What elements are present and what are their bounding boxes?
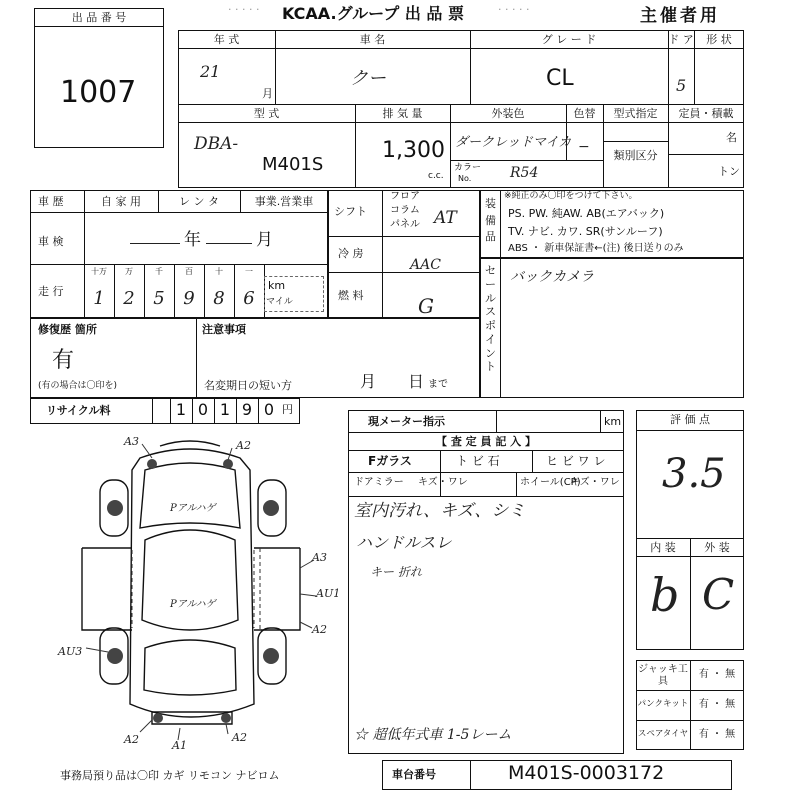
col-name: 車 名 [359,33,386,46]
mileage-digit: 8 [213,288,225,309]
chassis-label: 車台番号 [392,768,436,781]
mark-rear-left: A2 [124,733,139,746]
tool-jack-value: 有 ・ 無 [698,669,736,680]
mileage-digit: 2 [123,288,135,309]
rating-label: 評 価 点 [670,413,710,426]
chassis-number: M401S-0003172 [508,762,665,784]
office-note: 事務局預り品は〇印 カギ リモコン ナビロム [60,769,280,782]
organizer-label: 主催者用 [640,6,720,26]
car-name-value: クー [350,68,386,89]
rating-value: 3.5 [662,451,726,497]
col-doors: ド ア [668,33,694,46]
hood-note: Pアルハゲ [170,503,216,514]
sales-point-value: バックカメラ [510,269,594,285]
equipment-row-1: PS. PW. 純AW. AB(エアバック) [508,207,665,220]
remark-2: ハンドルスレ [356,533,452,552]
recycle-digit: 1 [219,400,231,419]
exterior-value: C [702,570,735,619]
model-value: M401S [262,154,324,175]
deadline-month: 月 [360,372,377,391]
history-private: 自 家 用 [101,195,141,208]
mileage-digit-header: 千 [155,267,163,276]
wheel-label: ホイール(CP) [520,477,581,488]
color-no-value: R54 [510,165,539,181]
remark-3: キー 折れ [370,565,422,579]
month-unit: 月 [262,87,273,100]
remark-1: 室内汚れ、キズ、シミ [354,501,526,521]
mark-right-lower: A2 [312,623,327,636]
tool-spare-label: スペアタイヤ [637,729,689,739]
mileage-digit-header: 十万 [91,267,107,276]
deadline-label: 名変期日の短い方 [204,379,292,392]
sales-point-label: セールスポイント [485,264,496,374]
equipment-note: ※純正のみ〇印をつけて下さい。 [504,191,638,201]
aircon-label: 冷 房 [338,247,364,260]
history-business: 事業.営業車 [254,195,314,208]
color-change-value: − [578,139,590,155]
model-prefix: DBA- [194,134,239,154]
roof-note: Pアルハゲ [170,599,216,610]
notes-label: 注意事項 [202,323,246,336]
mark-front-right: A2 [236,439,251,452]
col-model-designation: 型式指定 [613,107,658,120]
unit-km: km [268,279,286,292]
mileage-digit-header: 万 [125,267,133,276]
wheel-value: キズ・ワレ [570,477,620,488]
repair-note: (有の場合は〇印を) [38,381,118,391]
displacement-value: 1,300 [382,138,445,163]
mileage-digit: 5 [153,288,165,309]
meter-unit: km [604,415,622,428]
doors-value: 5 [676,76,687,95]
listing-number: 1007 [60,75,137,110]
exterior-value: ダークレッドマイカ [455,135,572,150]
col-model: 型 式 [253,107,280,120]
tool-jack-label: ジャッキ工具 [638,664,688,687]
deadline-day: 日 [408,372,425,391]
mileage-digit: 6 [243,288,255,309]
aircon-value: AAC [410,257,441,273]
color-no-label-no: No. [458,174,472,183]
inspector-label: 【 査 定 員 記 入 】 [436,435,536,448]
year-value: 21 [200,62,221,81]
history-label: 車 歴 [38,195,64,208]
interior-label: 内 装 [650,541,676,554]
mileage-digit: 9 [183,288,195,309]
mirror-value: キズ・ワレ [418,477,468,488]
fuel-value: G [418,294,434,318]
recycle-unit: 円 [282,403,293,416]
shift-floor: フロア [390,191,420,202]
exterior-label: 外 装 [704,541,730,554]
mileage-digit-header: 一 [245,267,253,276]
mileage-label: 走 行 [38,285,64,298]
recycle-digit: 9 [241,400,253,419]
recycle-label: リサイクル料 [46,404,111,417]
repair-value: 有 [52,348,75,373]
mileage-digit-header: 百 [185,267,193,276]
capacity-unit-tons: トン [718,165,740,178]
col-displacement: 排 気 量 [382,107,423,120]
col-class: 類別区分 [613,149,658,162]
dotted-mark-left: · · · · · [228,3,260,16]
shift-panel: パネル [390,219,420,230]
interior-value: b [650,568,680,622]
glass-chip: ト ビ 石 [456,454,500,468]
mark-right-upper: A3 [312,551,327,564]
meter-footer-note: ☆ 超低年式車 1-5レーム [354,727,512,743]
listing-number-label: 出 品 番 号 [71,11,127,24]
shift-label: シフト [334,205,367,218]
mileage-digit-header: 十 [215,267,223,276]
repair-label: 修復歴 箇所 [38,323,97,336]
mark-rear-right: A2 [232,731,247,744]
col-grade: グ レ ー ド [541,33,597,46]
col-shape: 形 状 [706,33,732,46]
tool-spare-value: 有 ・ 無 [698,729,736,740]
tool-puncture-value: 有 ・ 無 [698,699,736,710]
col-year: 年 式 [213,33,240,46]
shift-value: AT [434,208,457,228]
unit-mile: マイル [266,297,293,307]
fuel-label: 燃 料 [338,289,364,302]
color-no-label: カラー [454,163,482,173]
equipment-row-2: TV. ナビ. カワ. SR(サンルーフ) [508,225,663,238]
inspection-month: 月 [256,230,273,250]
col-capacity: 定員・積載 [678,107,734,120]
shift-column: コラム [390,205,420,216]
displacement-unit: c.c. [428,171,444,181]
mark-left-lower: AU3 [58,645,83,658]
inspection-label: 車 検 [38,235,64,248]
form-title: KCAA.グループ 出 品 票 [282,4,464,23]
col-color-change: 色替 [573,107,596,120]
mark-right-middle: AU1 [316,587,341,600]
deadline-suffix: まで [428,379,448,390]
mark-rear-center: A1 [172,739,187,752]
dotted-mark-right: · · · · · [498,3,530,16]
recycle-digit: 0 [263,400,275,419]
glass-label: Fガラス [368,454,412,468]
meter-label: 現メーター指示 [368,415,445,428]
history-rental: レ ン タ [179,195,219,208]
col-exterior: 外装色 [491,107,525,120]
recycle-digit: 1 [175,400,187,419]
tool-puncture-label: パンクキット [637,699,689,709]
inspection-year: 年 [184,230,201,250]
equipment-row-3: ABS ・ 新車保証書←(注) 後日送りのみ [508,243,684,254]
equipment-label: 装備品 [485,197,496,243]
mileage-digit: 1 [93,288,105,309]
grade-value: CL [546,66,574,91]
mirror-label: ドアミラー [354,477,404,488]
capacity-unit-persons: 名 [726,131,737,144]
mark-front-left: A3 [124,435,139,448]
recycle-digit: 0 [197,400,209,419]
glass-crack: ヒ ビ ワ レ [546,454,606,468]
